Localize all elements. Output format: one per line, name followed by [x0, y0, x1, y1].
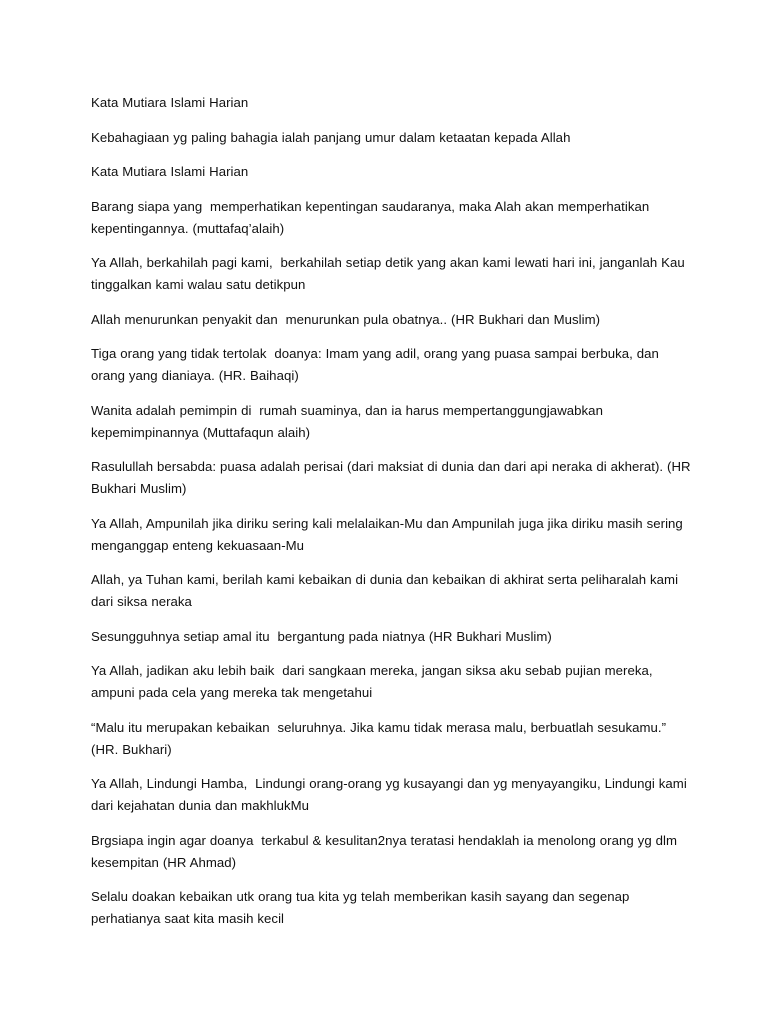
paragraph: Selalu doakan kebaikan utk orang tua kita yg telah memberikan kasih sayang dan segenap perhatianya saat kita masih kecil	[91, 889, 634, 926]
paragraph: “Malu itu merupakan kebaikan seluruhnya. Jika kamu tidak merasa malu, berbuatlah sesukamu.” (HR. Bukhari)	[91, 719, 670, 757]
paragraph: Brgsiapa ingin agar doanya terkabul & kesulitan2nya teratasi hendaklah ia menolong orang yg dlm kesempitan (HR Ahmad)	[91, 832, 681, 870]
paragraph: Ya Allah, berkahilah pagi kami, berkahilah setiap detik yang akan kami lewati hari ini, janganlah Kau tinggalkan kami walau satu detikpun	[91, 255, 689, 292]
document-body	[91, 92, 695, 943]
paragraph: Wanita adalah pemimpin di rumah suaminya, dan ia harus mempertanggungjawabkan kepemimpinannya (Muttafaqun alaih)	[91, 402, 607, 440]
paragraph: Sesungguhnya setiap amal itu bergantung pada niatnya (HR Bukhari Muslim)	[91, 628, 552, 644]
paragraph: Ya Allah, jadikan aku lebih baik dari sangkaan mereka, jangan siksa aku sebab pujian mereka, ampuni pada cela yang mereka tak mengetahui	[91, 663, 657, 700]
paragraph: Barang siapa yang memperhatikan kepentingan saudaranya, maka Alah akan memperhatikan kepentingannya. (muttafaq’alaih)	[91, 198, 654, 236]
paragraph: Ya Allah, Ampunilah jika diriku sering kali melalaikan-Mu dan Ampunilah juga jika diriku masih sering menganggap enteng kekuasaan-Mu	[91, 515, 687, 553]
paragraph: Kebahagiaan yg paling bahagia ialah panjang umur dalam ketaatan kepada Allah	[91, 129, 571, 145]
paragraph: Allah menurunkan penyakit dan menurunkan pula obatnya.. (HR Bukhari dan Muslim)	[91, 311, 601, 327]
paragraph: Rasulullah bersabda: puasa adalah perisai (dari maksiat di dunia dan dari api neraka di akherat). (HR Bukhari Muslim)	[91, 459, 695, 496]
paragraph: Kata Mutiara Islami Harian	[91, 164, 249, 179]
paragraph: Ya Allah, Lindungi Hamba, Lindungi orang-orang yg kusayangi dan yg menyayangiku, Lindungi kami dari kejahatan dunia dan makhlukMu	[91, 776, 691, 813]
paragraph: Kata Mutiara Islami Harian	[91, 95, 249, 110]
paragraph: Tiga orang yang tidak tertolak doanya: Imam yang adil, orang yang puasa sampai berbuka, dan orang yang dianiaya. (HR. Baihaqi)	[91, 346, 663, 383]
paragraph: Allah, ya Tuhan kami, berilah kami kebaikan di dunia dan kebaikan di akhirat serta peliharalah kami dari siksa neraka	[91, 572, 682, 609]
